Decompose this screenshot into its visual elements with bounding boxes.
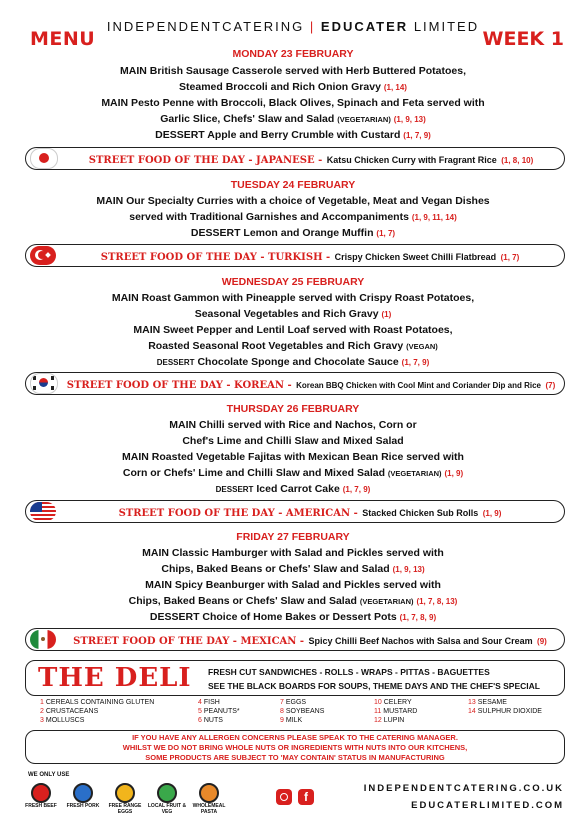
- allergen-number: 9: [280, 717, 284, 724]
- day-heading-tuesday: TUESDAY 24 FEBRUARY: [230, 179, 356, 191]
- wednesday-line-2: [20, 306, 566, 323]
- warning-line-1: IF YOU HAVE ANY ALLERGEN CONCERNS PLEASE SPEAK TO THE CATERING MANAGER.: [132, 733, 458, 742]
- street-food-label: STREET FOOD OF THE DAY - KOREAN -: [66, 379, 292, 391]
- usa-flag-icon: [30, 502, 56, 521]
- friday-line-1: MAIN Classic Hamburger with Salad and Pickles served with: [142, 547, 444, 559]
- wednesday-line-5-text: Chocolate Sponge and Chocolate Sauce: [197, 356, 399, 368]
- friday-line-2-text: Chips, Baked Beans or Chefs' Slaw and Salad: [161, 563, 390, 575]
- turkey-flag-icon: [30, 246, 56, 265]
- thursday-line-1: MAIN Chilli served with Rice and Nachos, Corn or: [169, 419, 417, 431]
- sourcing-label: FRESH BEEF: [25, 803, 57, 809]
- allergen-codes: (1, 9, 11, 14): [411, 213, 457, 222]
- street-food-text: [56, 503, 564, 521]
- brand-logo: [0, 19, 586, 34]
- local-fruit-veg-icon: [157, 783, 177, 803]
- thursday-line-2: Chef's Lime and Chilli Slaw and Mixed Salad: [182, 435, 404, 447]
- street-food-banner-wednesday: [25, 372, 565, 395]
- street-food-banner-monday: [25, 147, 565, 170]
- deli-title: THE DELI: [38, 663, 192, 693]
- friday-line-3: MAIN Spicy Beanburger with Salad and Pickles served with: [145, 579, 441, 591]
- allergen-name: MILK: [285, 717, 303, 724]
- allergen-number: 7: [280, 699, 284, 706]
- allergen-codes: (1, 8, 10): [501, 155, 534, 165]
- street-food-banner-thursday: [25, 500, 565, 523]
- allergen-name: CELERY: [383, 699, 412, 706]
- instagram-icon[interactable]: [276, 789, 292, 805]
- street-food-banner-friday: [25, 628, 565, 651]
- dietary-tag: (VEGETARIAN): [359, 597, 414, 606]
- wednesday-line-1: MAIN Roast Gammon with Pineapple served with Crispy Roast Potatoes,: [111, 292, 475, 304]
- street-food-label: STREET FOOD OF THE DAY - AMERICAN -: [118, 507, 358, 519]
- allergen-codes: (7): [545, 380, 556, 390]
- allergen-name: NUTS: [203, 717, 223, 724]
- wednesday-line-4: [20, 338, 566, 355]
- allergen-item: [280, 699, 306, 706]
- monday-line-4: [20, 111, 566, 128]
- allergen-key: [40, 699, 560, 729]
- dietary-tag: (VEGETARIAN): [337, 115, 391, 124]
- allergen-name: MOLLUSCS: [45, 717, 85, 724]
- allergen-name: SOYBEANS: [285, 708, 325, 715]
- friday-line-2: [20, 561, 566, 578]
- warning-line-2: WHILST WE DO NOT BRING WHOLE NUTS OR INGREDIENTS WITH NUTS INTO OUR KITCHENS,: [122, 743, 468, 752]
- allergen-codes: (1, 7): [376, 229, 396, 238]
- deli-line-1: FRESH CUT SANDWICHES - ROLLS - WRAPS - PITTAS - BAGUETTES: [208, 667, 490, 677]
- allergen-item: [198, 699, 220, 706]
- fresh-beef-icon: [31, 783, 51, 803]
- monday-line-5-text: DESSERT Apple and Berry Crumble with Custard: [155, 129, 401, 141]
- wholemeal-pasta-icon: [199, 783, 219, 803]
- friday-line-5: [20, 609, 566, 626]
- tuesday-line-3: [20, 225, 566, 242]
- sourcing-label: LOCAL FRUIT & VEG: [147, 803, 187, 815]
- friday-line-5-text: DESSERT Choice of Home Bakes or Dessert Pots: [149, 611, 397, 623]
- sourcing-item: [188, 783, 230, 815]
- allergen-item: [280, 717, 302, 724]
- allergen-codes: (1): [381, 310, 392, 319]
- street-food-text: [56, 631, 564, 649]
- allergen-number: 6: [198, 717, 202, 724]
- brand-separator: |: [309, 19, 316, 34]
- sourcing-icons: [20, 783, 230, 815]
- warning-line-3: SOME PRODUCTS ARE SUBJECT TO 'MAY CONTAIN' STATUS IN MANUFACTURING: [145, 753, 445, 762]
- monday-line-1: MAIN British Sausage Casserole served with Herb Buttered Potatoes,: [119, 65, 466, 77]
- allergen-name: CRUSTACEANS: [45, 708, 99, 715]
- street-food-dish: Spicy Chilli Beef Nachos with Salsa and Sour Cream: [308, 635, 533, 646]
- allergen-name: LUPIN: [383, 717, 405, 724]
- wednesday-line-5: [20, 354, 566, 371]
- allergen-name: MUSTARD: [383, 708, 418, 715]
- thursday-line-5: [20, 481, 566, 498]
- allergen-item: [40, 699, 154, 706]
- allergen-item: [374, 708, 417, 715]
- brand-limited: LIMITED: [413, 19, 480, 34]
- we-only-use-label: WE ONLY USE: [28, 772, 70, 778]
- dietary-tag: (VEGETARIAN): [387, 469, 442, 478]
- street-food-label: STREET FOOD OF THE DAY - MEXICAN -: [73, 635, 305, 647]
- dessert-prefix: DESSERT: [215, 485, 254, 494]
- week-title: WEEK 1: [482, 28, 564, 50]
- allergen-item: [374, 699, 412, 706]
- day-heading-thursday: THURSDAY 26 FEBRUARY: [226, 403, 360, 415]
- sourcing-item: [104, 783, 146, 815]
- allergen-item: [40, 717, 84, 724]
- allergen-codes: (1, 7, 9): [403, 131, 431, 140]
- day-heading-monday: MONDAY 23 FEBRUARY: [232, 48, 354, 60]
- monday-line-5: [20, 127, 566, 144]
- brand-educater: EDUCATER: [320, 19, 409, 34]
- street-food-dish: Stacked Chicken Sub Rolls: [362, 507, 479, 518]
- thursday-line-4-text: Corn or Chefs' Lime and Chilli Slaw and Mixed Salad: [122, 467, 385, 479]
- allergen-number: 12: [374, 717, 382, 724]
- sourcing-item: [20, 783, 62, 815]
- allergen-item: [468, 708, 542, 715]
- allergen-item: [198, 717, 223, 724]
- day-heading-wednesday: WEDNESDAY 25 FEBRUARY: [221, 276, 365, 288]
- wednesday-line-4-text: Roasted Seasonal Root Vegetables and Rich Gravy: [148, 340, 404, 352]
- thursday-line-4: [20, 465, 566, 482]
- thursday-line-3: MAIN Roasted Vegetable Fajitas with Mexican Bean Rice served with: [122, 451, 464, 463]
- allergen-number: 5: [198, 708, 202, 715]
- allergen-codes: (1, 9): [482, 508, 502, 518]
- allergen-codes: (1, 7, 9): [401, 358, 430, 367]
- allergen-codes: (1, 9, 13): [393, 115, 426, 124]
- allergen-item: [198, 708, 240, 715]
- dietary-tag: (VEGAN): [406, 342, 438, 351]
- friday-line-4: [20, 593, 566, 610]
- deli-banner: [25, 660, 565, 696]
- allergen-codes: (1, 7, 9): [342, 485, 371, 494]
- allergen-number: 4: [198, 699, 202, 706]
- korea-flag-icon: [30, 373, 58, 394]
- allergen-name: SESAME: [477, 699, 507, 706]
- menu-title: MENU: [30, 28, 96, 50]
- friday-line-4-text: Chips, Baked Beans or Chefs' Slaw and Salad: [128, 595, 357, 607]
- allergen-number: 1: [40, 699, 44, 706]
- street-food-text: [56, 247, 564, 265]
- allergen-codes: (1, 9): [444, 469, 464, 478]
- allergen-number: 13: [468, 699, 476, 706]
- sourcing-item: [62, 783, 104, 815]
- allergen-codes: (1, 7, 8, 9): [399, 613, 437, 622]
- allergen-name: PEANUTS*: [203, 708, 240, 715]
- tuesday-line-2-text: served with Traditional Garnishes and Accompaniments: [129, 211, 409, 223]
- sourcing-label: FRESH PORK: [66, 803, 100, 809]
- allergen-codes: (1, 14): [383, 83, 407, 92]
- monday-line-3: MAIN Pesto Penne with Broccoli, Black Olives, Spinach and Feta served with: [101, 97, 485, 109]
- allergen-number: 11: [374, 708, 382, 715]
- allergen-number: 14: [468, 708, 476, 715]
- monday-line-4-text: Garlic Slice, Chefs' Slaw and Salad: [160, 113, 335, 125]
- street-food-text: [58, 150, 564, 168]
- allergen-item: [40, 708, 98, 715]
- allergen-warning-box: [25, 730, 565, 764]
- day-heading-friday: FRIDAY 27 FEBRUARY: [236, 531, 350, 543]
- allergen-name: CEREALS CONTAINING GLUTEN: [45, 699, 155, 706]
- street-food-dish: Korean BBQ Chicken with Cool Mint and Coriander Dip and Rice: [296, 380, 542, 390]
- allergen-number: 10: [374, 699, 382, 706]
- street-food-dish: Crispy Chicken Sweet Chilli Flatbread: [334, 251, 497, 262]
- allergen-item: [280, 708, 324, 715]
- monday-line-2-text: Steamed Broccoli and Rich Onion Gravy: [179, 81, 381, 93]
- allergen-item: [374, 717, 404, 724]
- allergen-name: EGGS: [285, 699, 307, 706]
- dessert-prefix: DESSERT: [156, 358, 195, 367]
- allergen-item: [468, 699, 507, 706]
- free-range-eggs-icon: [115, 783, 135, 803]
- mexico-flag-icon: [30, 630, 56, 649]
- street-food-dish: Katsu Chicken Curry with Fragrant Rice: [326, 154, 497, 165]
- tuesday-line-1: MAIN Our Specialty Curries with a choice of Vegetable, Meat and Vegan Dishes: [96, 195, 490, 207]
- deli-line-2: SEE THE BLACK BOARDS FOR SOUPS, THEME DAYS AND THE CHEF'S SPECIAL: [208, 681, 540, 691]
- allergen-number: 8: [280, 708, 284, 715]
- facebook-icon[interactable]: f: [298, 789, 314, 805]
- allergen-name: SULPHUR DIOXIDE: [477, 708, 542, 715]
- tuesday-line-2: [20, 209, 566, 226]
- wednesday-line-2-text: Seasonal Vegetables and Rich Gravy: [194, 308, 379, 320]
- monday-line-2: [20, 79, 566, 96]
- allergen-codes: (9): [537, 636, 547, 646]
- sourcing-label: WHOLEMEAL PASTA: [192, 803, 226, 815]
- street-food-label: STREET FOOD OF THE DAY - TURKISH -: [100, 251, 331, 263]
- street-food-banner-tuesday: [25, 244, 565, 267]
- allergen-number: 2: [40, 708, 44, 715]
- street-food-label: STREET FOOD OF THE DAY - JAPANESE -: [88, 154, 323, 166]
- website-link-educater[interactable]: EDUCATERLIMITED.COM: [411, 800, 564, 811]
- sourcing-label: FREE RANGE EGGS: [108, 803, 142, 815]
- brand-independent: INDEPENDENTCATERING: [106, 19, 305, 34]
- fresh-pork-icon: [73, 783, 93, 803]
- japan-flag-icon: [30, 148, 58, 169]
- allergen-codes: (1, 7, 8, 13): [416, 597, 458, 606]
- street-food-text: [58, 375, 564, 393]
- allergen-number: 3: [40, 717, 44, 724]
- allergen-codes: (1, 9, 13): [392, 565, 425, 574]
- allergen-codes: (1, 7): [500, 252, 520, 262]
- allergen-name: FISH: [203, 699, 220, 706]
- wednesday-line-3: MAIN Sweet Pepper and Lentil Loaf served with Roast Potatoes,: [133, 324, 453, 336]
- website-link-independent[interactable]: INDEPENDENTCATERING.CO.UK: [363, 783, 564, 794]
- tuesday-line-3-text: DESSERT Lemon and Orange Muffin: [190, 227, 374, 239]
- sourcing-item: [146, 783, 188, 815]
- thursday-line-5-text: Iced Carrot Cake: [256, 483, 340, 495]
